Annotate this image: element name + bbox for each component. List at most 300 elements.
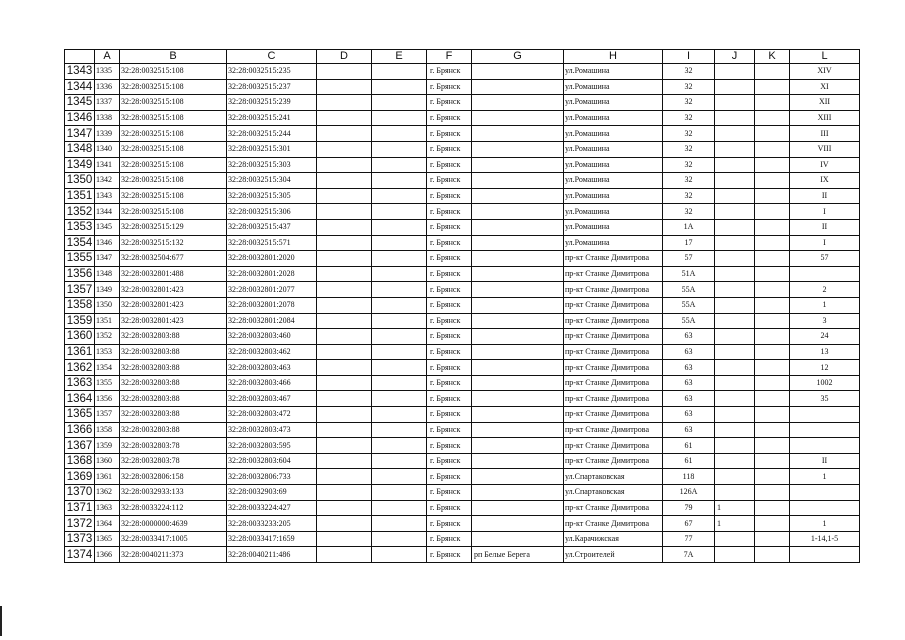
cell-c[interactable]: 32:28:0032801:2020 bbox=[227, 251, 317, 267]
cell-c[interactable]: 32:28:0032515:571 bbox=[227, 235, 317, 251]
column-header-k[interactable]: K bbox=[755, 50, 790, 64]
cell-k[interactable] bbox=[755, 391, 790, 407]
cell-g[interactable] bbox=[472, 173, 564, 189]
cell-a[interactable]: 1359 bbox=[95, 438, 120, 454]
cell-d[interactable] bbox=[317, 297, 372, 313]
cell-k[interactable] bbox=[755, 500, 790, 516]
cell-h[interactable]: пр-кт Станке Димитрова bbox=[564, 297, 663, 313]
cell-b[interactable]: 32:28:0032803:88 bbox=[120, 360, 227, 376]
cell-j[interactable] bbox=[715, 204, 755, 220]
cell-f[interactable]: г. Брянск bbox=[427, 219, 472, 235]
cell-e[interactable] bbox=[372, 188, 427, 204]
cell-k[interactable] bbox=[755, 485, 790, 501]
cell-e[interactable] bbox=[372, 329, 427, 345]
cell-i[interactable]: 32 bbox=[663, 141, 715, 157]
cell-j[interactable] bbox=[715, 485, 755, 501]
cell-k[interactable] bbox=[755, 422, 790, 438]
cell-d[interactable] bbox=[317, 547, 372, 563]
cell-h[interactable]: ул.Ромашина bbox=[564, 110, 663, 126]
cell-i[interactable]: 63 bbox=[663, 375, 715, 391]
cell-c[interactable]: 32:28:0032803:472 bbox=[227, 407, 317, 423]
cell-e[interactable] bbox=[372, 500, 427, 516]
cell-j[interactable] bbox=[715, 157, 755, 173]
cell-k[interactable] bbox=[755, 329, 790, 345]
cell-a[interactable]: 1360 bbox=[95, 453, 120, 469]
cell-l[interactable]: II bbox=[790, 219, 860, 235]
cell-i[interactable]: 79 bbox=[663, 500, 715, 516]
cell-c[interactable]: 32:28:0032803:466 bbox=[227, 375, 317, 391]
cell-i[interactable]: 67 bbox=[663, 516, 715, 532]
cell-h[interactable]: ул.Карачижская bbox=[564, 531, 663, 547]
cell-d[interactable] bbox=[317, 329, 372, 345]
cell-g[interactable] bbox=[472, 453, 564, 469]
cell-e[interactable] bbox=[372, 64, 427, 80]
row-number[interactable]: 1346 bbox=[65, 110, 95, 126]
cell-h[interactable]: ул.Спартаковская bbox=[564, 485, 663, 501]
cell-j[interactable] bbox=[715, 469, 755, 485]
cell-a[interactable]: 1353 bbox=[95, 344, 120, 360]
cell-k[interactable] bbox=[755, 141, 790, 157]
cell-g[interactable] bbox=[472, 485, 564, 501]
row-number[interactable]: 1371 bbox=[65, 500, 95, 516]
cell-f[interactable]: г. Брянск bbox=[427, 64, 472, 80]
cell-d[interactable] bbox=[317, 188, 372, 204]
cell-j[interactable] bbox=[715, 297, 755, 313]
row-number[interactable]: 1358 bbox=[65, 297, 95, 313]
cell-h[interactable]: пр-кт Станке Димитрова bbox=[564, 329, 663, 345]
row-number[interactable]: 1367 bbox=[65, 438, 95, 454]
cell-g[interactable] bbox=[472, 516, 564, 532]
cell-g[interactable] bbox=[472, 469, 564, 485]
cell-c[interactable]: 32:28:0032515:304 bbox=[227, 173, 317, 189]
cell-h[interactable]: ул.Ромашина bbox=[564, 126, 663, 142]
cell-e[interactable] bbox=[372, 157, 427, 173]
cell-j[interactable] bbox=[715, 188, 755, 204]
cell-j[interactable] bbox=[715, 407, 755, 423]
cell-a[interactable]: 1335 bbox=[95, 64, 120, 80]
cell-e[interactable] bbox=[372, 360, 427, 376]
cell-g[interactable] bbox=[472, 110, 564, 126]
cell-d[interactable] bbox=[317, 110, 372, 126]
cell-g[interactable] bbox=[472, 95, 564, 111]
cell-h[interactable]: ул.Ромашина bbox=[564, 95, 663, 111]
cell-h[interactable]: ул.Ромашина bbox=[564, 204, 663, 220]
cell-f[interactable]: г. Брянск bbox=[427, 469, 472, 485]
cell-c[interactable]: 32:28:0032801:2077 bbox=[227, 282, 317, 298]
cell-h[interactable]: пр-кт Станке Димитрова bbox=[564, 391, 663, 407]
cell-k[interactable] bbox=[755, 469, 790, 485]
cell-g[interactable] bbox=[472, 235, 564, 251]
cell-f[interactable]: г. Брянск bbox=[427, 173, 472, 189]
cell-k[interactable] bbox=[755, 188, 790, 204]
cell-l[interactable]: IX bbox=[790, 173, 860, 189]
cell-l[interactable] bbox=[790, 485, 860, 501]
cell-k[interactable] bbox=[755, 438, 790, 454]
cell-f[interactable]: г. Брянск bbox=[427, 235, 472, 251]
row-number[interactable]: 1353 bbox=[65, 219, 95, 235]
cell-j[interactable] bbox=[715, 79, 755, 95]
row-number[interactable]: 1368 bbox=[65, 453, 95, 469]
cell-f[interactable]: г. Брянск bbox=[427, 375, 472, 391]
cell-g[interactable] bbox=[472, 204, 564, 220]
cell-e[interactable] bbox=[372, 547, 427, 563]
column-header-b[interactable]: B bbox=[120, 50, 227, 64]
cell-d[interactable] bbox=[317, 251, 372, 267]
cell-b[interactable]: 32:28:0032803:78 bbox=[120, 453, 227, 469]
row-number[interactable]: 1350 bbox=[65, 173, 95, 189]
cell-f[interactable]: г. Брянск bbox=[427, 391, 472, 407]
cell-k[interactable] bbox=[755, 516, 790, 532]
row-number[interactable]: 1354 bbox=[65, 235, 95, 251]
cell-f[interactable]: г. Брянск bbox=[427, 157, 472, 173]
cell-d[interactable] bbox=[317, 438, 372, 454]
cell-i[interactable]: 32 bbox=[663, 204, 715, 220]
cell-d[interactable] bbox=[317, 235, 372, 251]
cell-k[interactable] bbox=[755, 157, 790, 173]
cell-l[interactable]: XII bbox=[790, 95, 860, 111]
cell-b[interactable]: 32:28:0032515:108 bbox=[120, 173, 227, 189]
cell-i[interactable]: 32 bbox=[663, 173, 715, 189]
cell-l[interactable]: 1-14,1-5 bbox=[790, 531, 860, 547]
row-number[interactable]: 1362 bbox=[65, 360, 95, 376]
cell-b[interactable]: 32:28:0032515:108 bbox=[120, 79, 227, 95]
cell-a[interactable]: 1366 bbox=[95, 547, 120, 563]
cell-g[interactable] bbox=[472, 219, 564, 235]
cell-c[interactable]: 32:28:0032515:303 bbox=[227, 157, 317, 173]
cell-j[interactable] bbox=[715, 173, 755, 189]
cell-d[interactable] bbox=[317, 344, 372, 360]
cell-a[interactable]: 1357 bbox=[95, 407, 120, 423]
cell-e[interactable] bbox=[372, 485, 427, 501]
cell-f[interactable]: г. Брянск bbox=[427, 547, 472, 563]
cell-j[interactable] bbox=[715, 126, 755, 142]
cell-b[interactable]: 32:28:0032803:88 bbox=[120, 375, 227, 391]
cell-a[interactable]: 1349 bbox=[95, 282, 120, 298]
cell-l[interactable] bbox=[790, 438, 860, 454]
cell-j[interactable] bbox=[715, 547, 755, 563]
cell-h[interactable]: пр-кт Станке Димитрова bbox=[564, 438, 663, 454]
cell-j[interactable] bbox=[715, 219, 755, 235]
cell-g[interactable] bbox=[472, 64, 564, 80]
cell-l[interactable]: 12 bbox=[790, 360, 860, 376]
cell-a[interactable]: 1350 bbox=[95, 297, 120, 313]
column-header-i[interactable]: I bbox=[663, 50, 715, 64]
cell-f[interactable]: г. Брянск bbox=[427, 531, 472, 547]
cell-d[interactable] bbox=[317, 219, 372, 235]
cell-c[interactable]: 32:28:0032803:462 bbox=[227, 344, 317, 360]
cell-h[interactable]: ул.Спартаковская bbox=[564, 469, 663, 485]
cell-g[interactable] bbox=[472, 500, 564, 516]
cell-k[interactable] bbox=[755, 282, 790, 298]
cell-d[interactable] bbox=[317, 282, 372, 298]
cell-i[interactable]: 51А bbox=[663, 266, 715, 282]
cell-d[interactable] bbox=[317, 516, 372, 532]
cell-k[interactable] bbox=[755, 95, 790, 111]
cell-l[interactable]: 2 bbox=[790, 282, 860, 298]
cell-d[interactable] bbox=[317, 157, 372, 173]
cell-e[interactable] bbox=[372, 453, 427, 469]
cell-b[interactable]: 32:28:0032515:108 bbox=[120, 126, 227, 142]
cell-b[interactable]: 32:28:0032803:88 bbox=[120, 344, 227, 360]
cell-h[interactable]: ул.Ромашина bbox=[564, 79, 663, 95]
column-header-c[interactable]: C bbox=[227, 50, 317, 64]
cell-k[interactable] bbox=[755, 313, 790, 329]
cell-g[interactable] bbox=[472, 375, 564, 391]
column-header-e[interactable]: E bbox=[372, 50, 427, 64]
cell-h[interactable]: пр-кт Станке Димитрова bbox=[564, 422, 663, 438]
cell-k[interactable] bbox=[755, 360, 790, 376]
cell-i[interactable]: 32 bbox=[663, 157, 715, 173]
cell-j[interactable] bbox=[715, 235, 755, 251]
cell-h[interactable]: пр-кт Станке Димитрова bbox=[564, 500, 663, 516]
cell-a[interactable]: 1352 bbox=[95, 329, 120, 345]
cell-c[interactable]: 32:28:0032515:241 bbox=[227, 110, 317, 126]
cell-j[interactable] bbox=[715, 329, 755, 345]
cell-f[interactable]: г. Брянск bbox=[427, 313, 472, 329]
cell-d[interactable] bbox=[317, 422, 372, 438]
row-number[interactable]: 1349 bbox=[65, 157, 95, 173]
cell-i[interactable]: 63 bbox=[663, 422, 715, 438]
cell-b[interactable]: 32:28:0032515:108 bbox=[120, 204, 227, 220]
cell-f[interactable]: г. Брянск bbox=[427, 422, 472, 438]
cell-i[interactable]: 77 bbox=[663, 531, 715, 547]
cell-b[interactable]: 32:28:0032803:88 bbox=[120, 422, 227, 438]
cell-e[interactable] bbox=[372, 79, 427, 95]
cell-a[interactable]: 1341 bbox=[95, 157, 120, 173]
cell-c[interactable]: 32:28:0032803:595 bbox=[227, 438, 317, 454]
cell-d[interactable] bbox=[317, 126, 372, 142]
column-header-f[interactable]: F bbox=[427, 50, 472, 64]
cell-i[interactable]: 63 bbox=[663, 407, 715, 423]
cell-e[interactable] bbox=[372, 141, 427, 157]
cell-a[interactable]: 1363 bbox=[95, 500, 120, 516]
cell-l[interactable]: 1002 bbox=[790, 375, 860, 391]
cell-l[interactable]: 35 bbox=[790, 391, 860, 407]
cell-a[interactable]: 1343 bbox=[95, 188, 120, 204]
cell-a[interactable]: 1347 bbox=[95, 251, 120, 267]
cell-c[interactable]: 32:28:0040211:486 bbox=[227, 547, 317, 563]
cell-b[interactable]: 32:28:0032515:108 bbox=[120, 188, 227, 204]
cell-i[interactable]: 32 bbox=[663, 95, 715, 111]
column-header-a[interactable]: A bbox=[95, 50, 120, 64]
cell-b[interactable]: 32:28:0032801:423 bbox=[120, 313, 227, 329]
cell-h[interactable]: пр-кт Станке Димитрова bbox=[564, 375, 663, 391]
cell-a[interactable]: 1358 bbox=[95, 422, 120, 438]
cell-k[interactable] bbox=[755, 126, 790, 142]
cell-j[interactable] bbox=[715, 251, 755, 267]
cell-i[interactable]: 63 bbox=[663, 344, 715, 360]
cell-k[interactable] bbox=[755, 407, 790, 423]
cell-f[interactable]: г. Брянск bbox=[427, 282, 472, 298]
cell-e[interactable] bbox=[372, 422, 427, 438]
cell-l[interactable]: III bbox=[790, 126, 860, 142]
cell-e[interactable] bbox=[372, 531, 427, 547]
cell-c[interactable]: 32:28:0032515:237 bbox=[227, 79, 317, 95]
cell-b[interactable]: 32:28:0032515:108 bbox=[120, 64, 227, 80]
cell-c[interactable]: 32:28:0033233:205 bbox=[227, 516, 317, 532]
cell-d[interactable] bbox=[317, 453, 372, 469]
row-number[interactable]: 1372 bbox=[65, 516, 95, 532]
cell-d[interactable] bbox=[317, 469, 372, 485]
cell-g[interactable] bbox=[472, 360, 564, 376]
cell-h[interactable]: ул.Ромашина bbox=[564, 173, 663, 189]
cell-h[interactable]: ул.Ромашина bbox=[564, 64, 663, 80]
cell-a[interactable]: 1351 bbox=[95, 313, 120, 329]
cell-f[interactable]: г. Брянск bbox=[427, 516, 472, 532]
cell-e[interactable] bbox=[372, 235, 427, 251]
cell-k[interactable] bbox=[755, 64, 790, 80]
cell-a[interactable]: 1365 bbox=[95, 531, 120, 547]
cell-k[interactable] bbox=[755, 531, 790, 547]
cell-g[interactable]: рп Белые Берега bbox=[472, 547, 564, 563]
cell-i[interactable]: 61 bbox=[663, 453, 715, 469]
cell-l[interactable]: 3 bbox=[790, 313, 860, 329]
cell-d[interactable] bbox=[317, 173, 372, 189]
cell-k[interactable] bbox=[755, 453, 790, 469]
row-number[interactable]: 1351 bbox=[65, 188, 95, 204]
cell-k[interactable] bbox=[755, 344, 790, 360]
cell-g[interactable] bbox=[472, 344, 564, 360]
cell-f[interactable]: г. Брянск bbox=[427, 344, 472, 360]
cell-j[interactable]: 1 bbox=[715, 516, 755, 532]
cell-a[interactable]: 1354 bbox=[95, 360, 120, 376]
cell-h[interactable]: ул.Ромашина bbox=[564, 141, 663, 157]
cell-d[interactable] bbox=[317, 531, 372, 547]
cell-f[interactable]: г. Брянск bbox=[427, 204, 472, 220]
cell-g[interactable] bbox=[472, 531, 564, 547]
cell-j[interactable] bbox=[715, 282, 755, 298]
cell-j[interactable] bbox=[715, 531, 755, 547]
cell-h[interactable]: пр-кт Станке Димитрова bbox=[564, 313, 663, 329]
cell-e[interactable] bbox=[372, 407, 427, 423]
cell-f[interactable]: г. Брянск bbox=[427, 126, 472, 142]
cell-c[interactable]: 32:28:0032903:69 bbox=[227, 485, 317, 501]
cell-a[interactable]: 1362 bbox=[95, 485, 120, 501]
cell-d[interactable] bbox=[317, 407, 372, 423]
cell-c[interactable]: 32:28:0032803:604 bbox=[227, 453, 317, 469]
cell-a[interactable]: 1338 bbox=[95, 110, 120, 126]
column-header-d[interactable]: D bbox=[317, 50, 372, 64]
cell-c[interactable]: 32:28:0032515:437 bbox=[227, 219, 317, 235]
cell-l[interactable]: XI bbox=[790, 79, 860, 95]
cell-d[interactable] bbox=[317, 375, 372, 391]
cell-e[interactable] bbox=[372, 313, 427, 329]
cell-c[interactable]: 32:28:0032806:733 bbox=[227, 469, 317, 485]
cell-a[interactable]: 1339 bbox=[95, 126, 120, 142]
cell-a[interactable]: 1364 bbox=[95, 516, 120, 532]
cell-j[interactable] bbox=[715, 360, 755, 376]
cell-g[interactable] bbox=[472, 251, 564, 267]
cell-g[interactable] bbox=[472, 297, 564, 313]
cell-c[interactable]: 32:28:0033417:1659 bbox=[227, 531, 317, 547]
cell-i[interactable]: 32 bbox=[663, 79, 715, 95]
row-number[interactable]: 1352 bbox=[65, 204, 95, 220]
cell-b[interactable]: 32:28:0032803:88 bbox=[120, 391, 227, 407]
cell-c[interactable]: 32:28:0033224:427 bbox=[227, 500, 317, 516]
row-number[interactable]: 1374 bbox=[65, 547, 95, 563]
cell-h[interactable]: ул.Ромашина bbox=[564, 157, 663, 173]
column-header-j[interactable]: J bbox=[715, 50, 755, 64]
cell-e[interactable] bbox=[372, 110, 427, 126]
row-number[interactable]: 1356 bbox=[65, 266, 95, 282]
row-number[interactable]: 1344 bbox=[65, 79, 95, 95]
cell-h[interactable]: пр-кт Станке Димитрова bbox=[564, 344, 663, 360]
cell-a[interactable]: 1344 bbox=[95, 204, 120, 220]
column-header-g[interactable]: G bbox=[472, 50, 564, 64]
cell-k[interactable] bbox=[755, 79, 790, 95]
cell-f[interactable]: г. Брянск bbox=[427, 360, 472, 376]
cell-k[interactable] bbox=[755, 266, 790, 282]
cell-f[interactable]: г. Брянск bbox=[427, 438, 472, 454]
cell-i[interactable]: 61 bbox=[663, 438, 715, 454]
row-number[interactable]: 1365 bbox=[65, 407, 95, 423]
cell-f[interactable]: г. Брянск bbox=[427, 453, 472, 469]
cell-i[interactable]: 32 bbox=[663, 110, 715, 126]
cell-i[interactable]: 118 bbox=[663, 469, 715, 485]
cell-j[interactable] bbox=[715, 266, 755, 282]
cell-d[interactable] bbox=[317, 485, 372, 501]
cell-a[interactable]: 1348 bbox=[95, 266, 120, 282]
cell-d[interactable] bbox=[317, 204, 372, 220]
cell-l[interactable] bbox=[790, 422, 860, 438]
row-number[interactable]: 1345 bbox=[65, 95, 95, 111]
cell-k[interactable] bbox=[755, 297, 790, 313]
cell-b[interactable]: 32:28:0032801:423 bbox=[120, 297, 227, 313]
cell-c[interactable]: 32:28:0032515:305 bbox=[227, 188, 317, 204]
cell-j[interactable] bbox=[715, 422, 755, 438]
cell-l[interactable]: I bbox=[790, 204, 860, 220]
cell-a[interactable]: 1355 bbox=[95, 375, 120, 391]
cell-f[interactable]: г. Брянск bbox=[427, 407, 472, 423]
cell-c[interactable]: 32:28:0032803:463 bbox=[227, 360, 317, 376]
cell-d[interactable] bbox=[317, 95, 372, 111]
cell-c[interactable]: 32:28:0032801:2028 bbox=[227, 266, 317, 282]
cell-j[interactable] bbox=[715, 141, 755, 157]
row-number[interactable]: 1348 bbox=[65, 141, 95, 157]
cell-d[interactable] bbox=[317, 266, 372, 282]
cell-h[interactable]: ул.Строителей bbox=[564, 547, 663, 563]
cell-e[interactable] bbox=[372, 173, 427, 189]
cell-e[interactable] bbox=[372, 516, 427, 532]
cell-j[interactable] bbox=[715, 453, 755, 469]
cell-a[interactable]: 1340 bbox=[95, 141, 120, 157]
cell-f[interactable]: г. Брянск bbox=[427, 266, 472, 282]
cell-d[interactable] bbox=[317, 79, 372, 95]
cell-g[interactable] bbox=[472, 282, 564, 298]
cell-j[interactable] bbox=[715, 391, 755, 407]
row-number[interactable]: 1343 bbox=[65, 64, 95, 80]
cell-c[interactable]: 32:28:0032515:235 bbox=[227, 64, 317, 80]
cell-l[interactable] bbox=[790, 407, 860, 423]
cell-f[interactable]: г. Брянск bbox=[427, 188, 472, 204]
cell-b[interactable]: 32:28:0032515:108 bbox=[120, 141, 227, 157]
cell-b[interactable]: 32:28:0032515:108 bbox=[120, 157, 227, 173]
cell-h[interactable]: ул.Ромашина bbox=[564, 188, 663, 204]
cell-g[interactable] bbox=[472, 438, 564, 454]
cell-l[interactable]: 1 bbox=[790, 516, 860, 532]
row-number[interactable]: 1369 bbox=[65, 469, 95, 485]
row-number[interactable]: 1364 bbox=[65, 391, 95, 407]
cell-b[interactable]: 32:28:0032515:129 bbox=[120, 219, 227, 235]
cell-f[interactable]: г. Брянск bbox=[427, 110, 472, 126]
cell-h[interactable]: пр-кт Станке Димитрова bbox=[564, 282, 663, 298]
cell-i[interactable]: 17 bbox=[663, 235, 715, 251]
cell-f[interactable]: г. Брянск bbox=[427, 500, 472, 516]
row-number[interactable]: 1370 bbox=[65, 485, 95, 501]
cell-l[interactable]: VIII bbox=[790, 141, 860, 157]
cell-g[interactable] bbox=[472, 141, 564, 157]
cell-k[interactable] bbox=[755, 375, 790, 391]
